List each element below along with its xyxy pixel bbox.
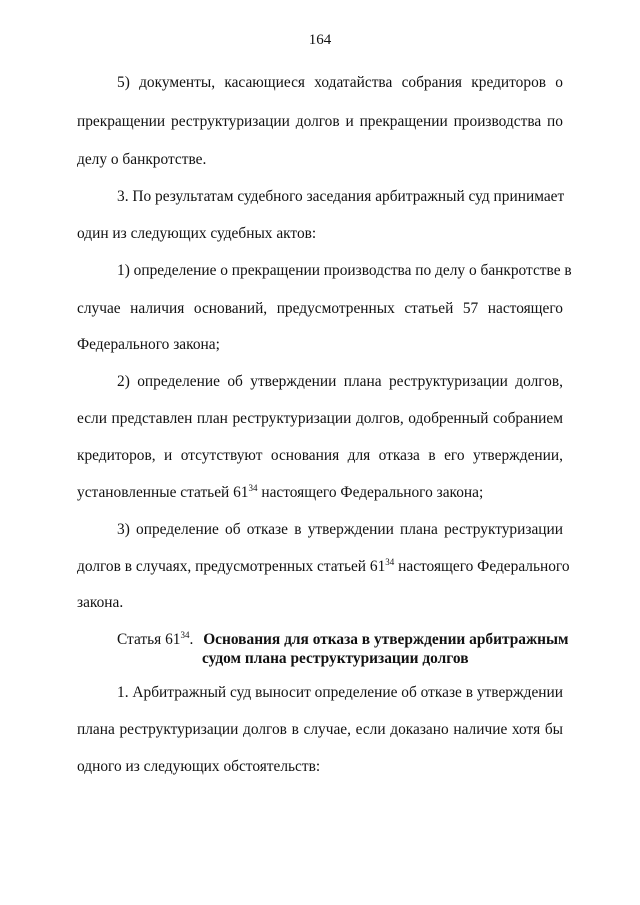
list-item-line: кредиторов, и отсутствуют основания для отказа в его утверждении, [77,447,563,464]
list-item-line: 3) определение об отказе в утверждении плана реструктуризации [117,521,563,538]
list-item-line: установленные статьей $61^{34}$ настоящего Федерального закона; [77,483,484,501]
list-item-line: 1) определение о прекращении производства по делу о банкротстве в [117,262,572,279]
paragraph-line: плана реструктуризации долгов в случае, если доказано наличие хотя бы [77,721,563,738]
paragraph-line: прекращении реструктуризации долгов и прекращении производства по [77,113,563,130]
list-item-line: случае наличия оснований, предусмотренных статьей 57 настоящего [77,300,563,317]
page-number: 164 [308,32,332,48]
article-title-line-2: судом плана реструктуризации долгов [202,650,469,667]
list-item-line: 2) определение об утверждении плана реструктуризации долгов, [117,373,563,390]
article-title: Основания для отказа в утверждении арбитражным [203,631,569,648]
article-number: Статья $61^{34}$. [117,630,194,648]
paragraph-line: 5) документы, касающиеся ходатайства собрания кредиторов о [117,74,563,91]
list-item-line: закона. [77,594,124,611]
paragraph-line: делу о банкротстве. [77,151,207,168]
list-item-line: долгов в случаях, предусмотренных статьей $61^{34}$ настоящего Федерального [77,557,570,575]
article-heading [117,631,569,649]
paragraph-line: один из следующих судебных актов: [77,225,317,242]
list-item-line: Федерального закона; [77,336,220,353]
paragraph-line: 3. По результатам судебного заседания арбитражный суд принимает [117,188,565,205]
paragraph-line: одного из следующих обстоятельств: [77,758,321,775]
paragraph-line: 1. Арбитражный суд выносит определение об отказе в утверждении [117,684,563,701]
list-item-line: если представлен план реструктуризации долгов, одобренный собранием [77,410,563,427]
